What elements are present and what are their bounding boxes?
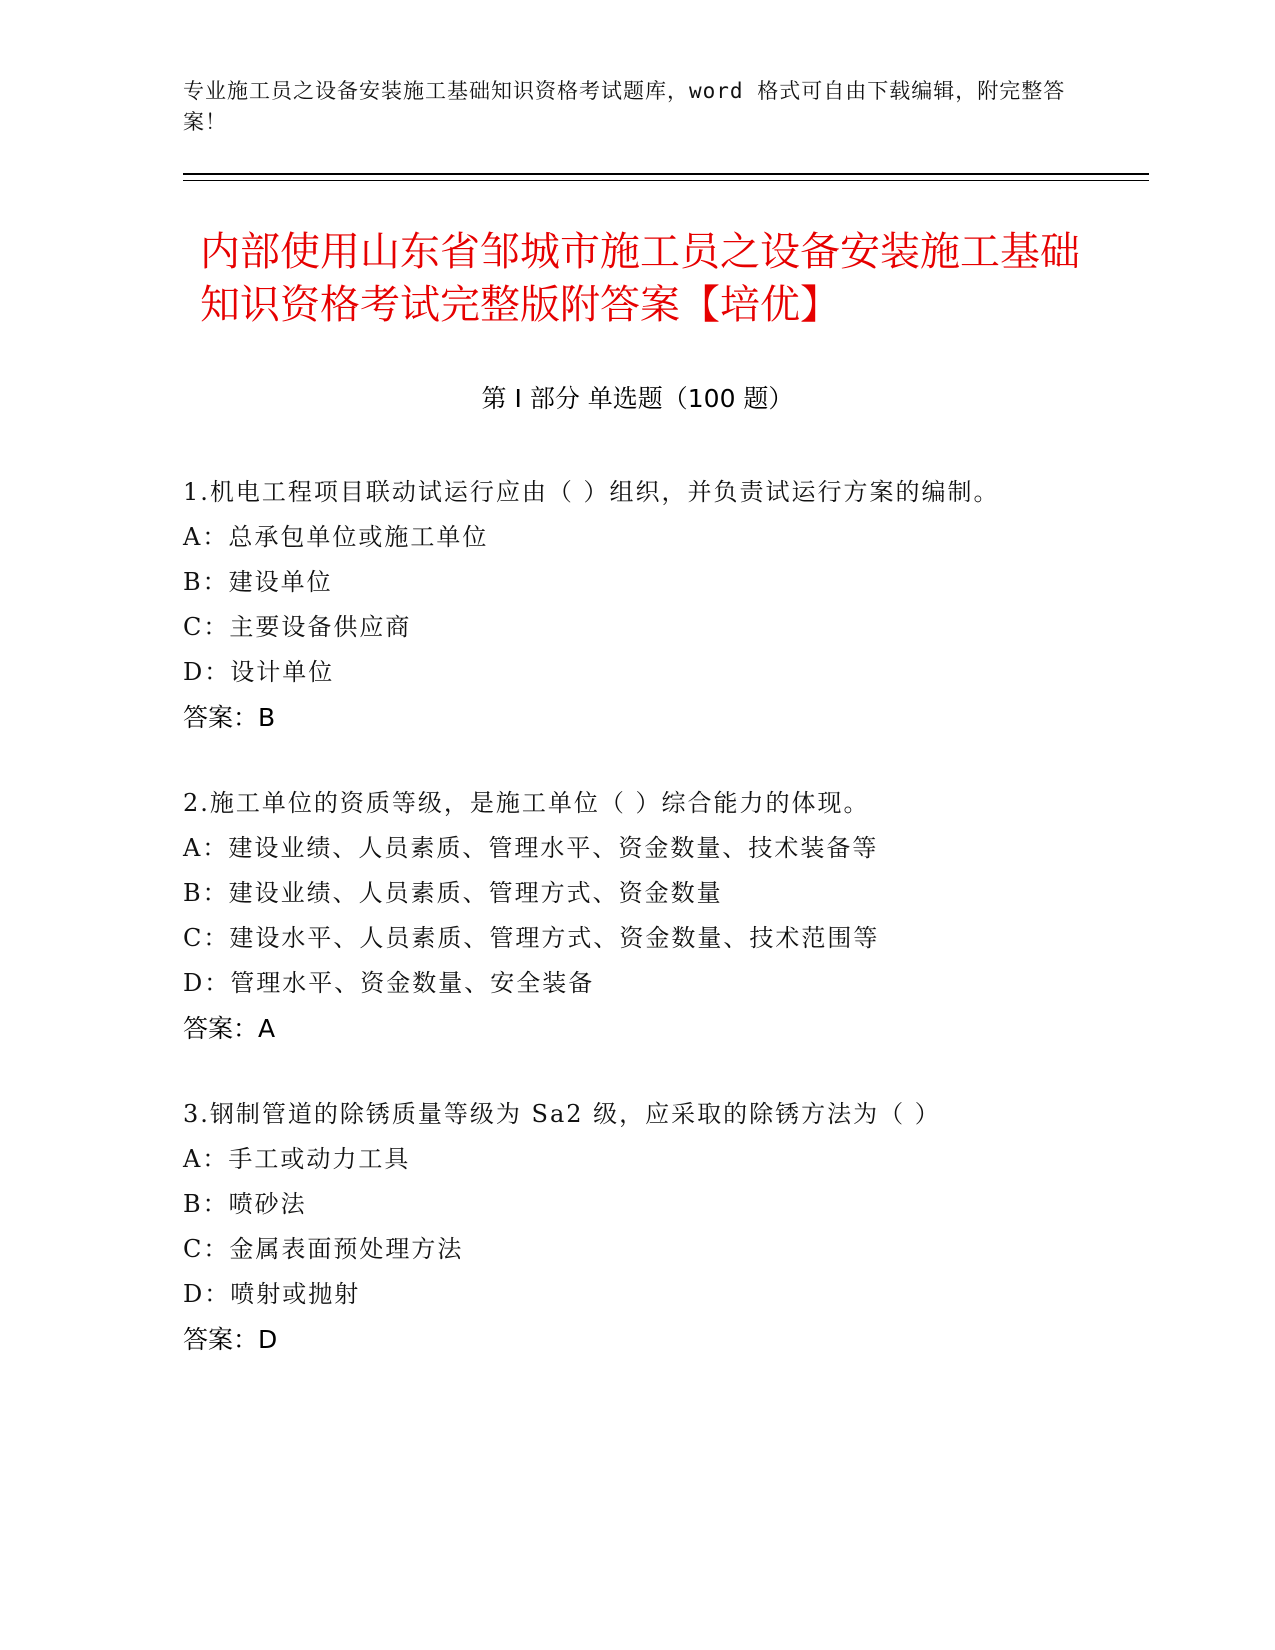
answer-line: 答案：D (183, 1325, 278, 1354)
option-b: B：建设单位 (183, 568, 333, 596)
header-rule-thick (183, 173, 1149, 175)
answer-line: 答案：A (183, 1014, 276, 1043)
section-heading: 第 I 部分 单选题（100 题） (481, 384, 794, 413)
option-c: C：建设水平、人员素质、管理方式、资金数量、技术范围等 (183, 924, 880, 952)
question-3 (183, 1092, 1063, 1362)
option-d: D：管理水平、资金数量、安全装备 (183, 969, 595, 997)
question-1 (183, 470, 1063, 740)
question-stem: 1.机电工程项目联动试运行应由（ ）组织，并负责试运行方案的编制。 (183, 478, 1000, 506)
question-stem: 3.钢制管道的除锈质量等级为 Sa2 级，应采取的除锈方法为（ ） (183, 1100, 941, 1128)
option-a: A：手工或动力工具 (183, 1145, 411, 1173)
option-b: B：喷砂法 (183, 1190, 307, 1218)
document-title: 内部使用山东省邹城市施工员之设备安装施工基础知识资格考试完整版附答案【培优】 (200, 229, 1080, 328)
answer-line: 答案：B (183, 703, 276, 732)
question-stem: 2.施工单位的资质等级，是施工单位（ ）综合能力的体现。 (183, 789, 870, 817)
question-list (183, 470, 1063, 1403)
option-a: A：总承包单位或施工单位 (183, 523, 489, 551)
option-c: C：主要设备供应商 (183, 613, 412, 641)
question-2 (183, 781, 1063, 1051)
option-d: D：设计单位 (183, 658, 335, 686)
option-b: B：建设业绩、人员素质、管理方式、资金数量 (183, 879, 723, 907)
header-note: 专业施工员之设备安装施工基础知识资格考试题库，word 格式可自由下载编辑，附完整答案！ (183, 79, 1066, 134)
option-c: C：金属表面预处理方法 (183, 1235, 464, 1263)
option-a: A：建设业绩、人员素质、管理水平、资金数量、技术装备等 (183, 834, 879, 862)
header-rule-thin (183, 180, 1149, 181)
option-d: D：喷射或抛射 (183, 1280, 361, 1308)
